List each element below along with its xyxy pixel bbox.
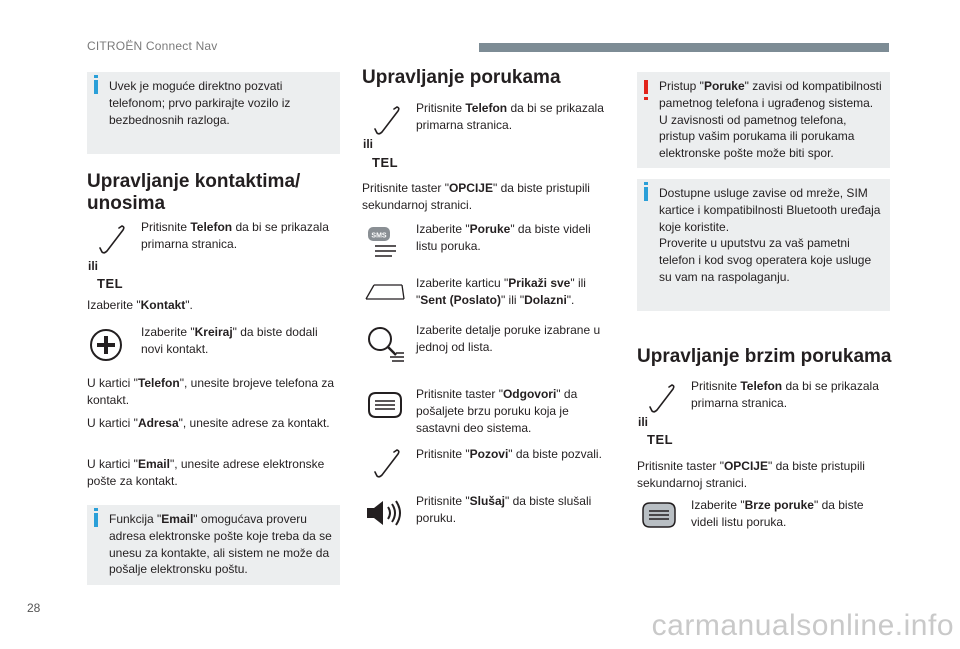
reply-message-icon: [366, 390, 404, 422]
phone-handset-icon: [367, 103, 407, 137]
phone-handset-icon: [92, 222, 132, 256]
heading-messages: Upravljanje porukama: [362, 67, 561, 88]
info-icon: [644, 187, 648, 201]
phone-handset-icon: [642, 381, 682, 415]
watermark: carmanualsonline.info: [651, 609, 954, 642]
note-text: Funkcija "Email" omogućava proveru adresa elektronske pošte koje treba da se unesu za kontakte, ali sistem ne može da pošalje elektronsku poštu.: [109, 512, 332, 577]
note-text: Proverite u uputstvu za vaš pametni telefon i kod svog operatera koje usluge su vam na raspolaganju.: [659, 236, 872, 284]
warning-note-messages: [637, 72, 890, 168]
or-label: ili: [88, 259, 99, 273]
info-note-direct-call: [87, 72, 340, 154]
sms-bubble-icon: [366, 224, 402, 260]
or-label: ili: [638, 415, 649, 429]
tab-email-text: U kartici "Email", unesite adrese elektronske pošte za kontakt.: [87, 457, 325, 488]
sms-label: SMS: [371, 232, 387, 240]
phone-handset-icon: [367, 446, 407, 480]
tab-phone-text: U kartici "Telefon", unesite brojeve telefona za kontakt.: [87, 376, 335, 407]
options-text: Pritisnite taster "OPCIJE" da biste pristupili sekundarnoj stranici.: [637, 459, 865, 490]
info-note-services: [637, 179, 890, 311]
step-call: Pritisnite "Pozovi" da biste pozvali.: [416, 447, 602, 461]
step-press-phone: Pritisnite Telefon da bi se prikazala primarna stranica.: [141, 220, 329, 251]
quick-message-icon: [640, 500, 678, 532]
running-header: CITROËN Connect Nav: [87, 39, 218, 53]
step-press-phone: Pritisnite Telefon da bi se prikazala primarna stranica.: [691, 379, 879, 410]
info-icon: [94, 80, 98, 94]
message-detail-icon: [366, 325, 406, 363]
tel-button-label: TEL: [97, 276, 124, 291]
or-label: ili: [363, 137, 374, 151]
note-text: U zavisnosti od pametnog telefona, pristup vašim porukama ili porukama elektronske pošte može biti spor.: [659, 112, 855, 161]
note-text: Uvek je moguće direktno pozvati telefonom; prvo parkirajte vozilo iz bezbednosnih razloga.: [109, 79, 291, 127]
speaker-icon: [364, 497, 404, 529]
heading-contacts: Upravljanje kontaktima/ unosima: [87, 171, 301, 214]
note-text: Pristup "Poruke" zavisi od kompatibilnosti pametnog telefona i ugrađenog sistema.: [659, 79, 882, 110]
plus-circle-icon: [88, 327, 124, 363]
page-number: 28: [27, 601, 41, 615]
step-messages: Izaberite "Poruke" da biste videli listu poruka.: [416, 222, 591, 253]
tel-button-label: TEL: [372, 155, 399, 170]
tab-address-text: U kartici "Adresa", unesite adrese za kontakt.: [87, 416, 330, 430]
step-create: Izaberite "Kreiraj" da biste dodali novi kontakt.: [141, 325, 318, 356]
tel-button-label: TEL: [647, 432, 674, 447]
select-contact-text: Izaberite "Kontakt".: [87, 298, 193, 312]
note-text: Dostupne usluge zavise od mreže, SIM kartice i kompatibilnosti Bluetooth uređaja koje koristite.: [659, 186, 881, 234]
step-quick-messages: Izaberite "Brze poruke" da biste videli listu poruka.: [691, 498, 864, 529]
info-icon: [94, 513, 98, 527]
heading-quick-messages: Upravljanje brzim porukama: [637, 346, 892, 367]
options-text: Pritisnite taster "OPCIJE" da biste pristupili sekundarnoj stranici.: [362, 181, 590, 212]
header-bar: [479, 43, 889, 52]
info-note-email: [87, 505, 340, 585]
step-details: Izaberite detalje poruke izabrane u jednoj od lista.: [416, 323, 601, 354]
step-reply: Pritisnite taster "Odgovori" da pošaljete brzu poruku koja je sastavni deo sistema.: [416, 387, 578, 435]
step-press-phone: Pritisnite Telefon da bi se prikazala primarna stranica.: [416, 101, 604, 132]
warning-icon: [644, 80, 648, 94]
step-tabs: Izaberite karticu "Prikaži sve" ili "Sent (Poslato)" ili "Dolazni".: [416, 276, 586, 307]
tab-folder-icon: [364, 279, 408, 303]
step-listen: Pritisnite "Slušaj" da biste slušali poruku.: [416, 494, 592, 525]
